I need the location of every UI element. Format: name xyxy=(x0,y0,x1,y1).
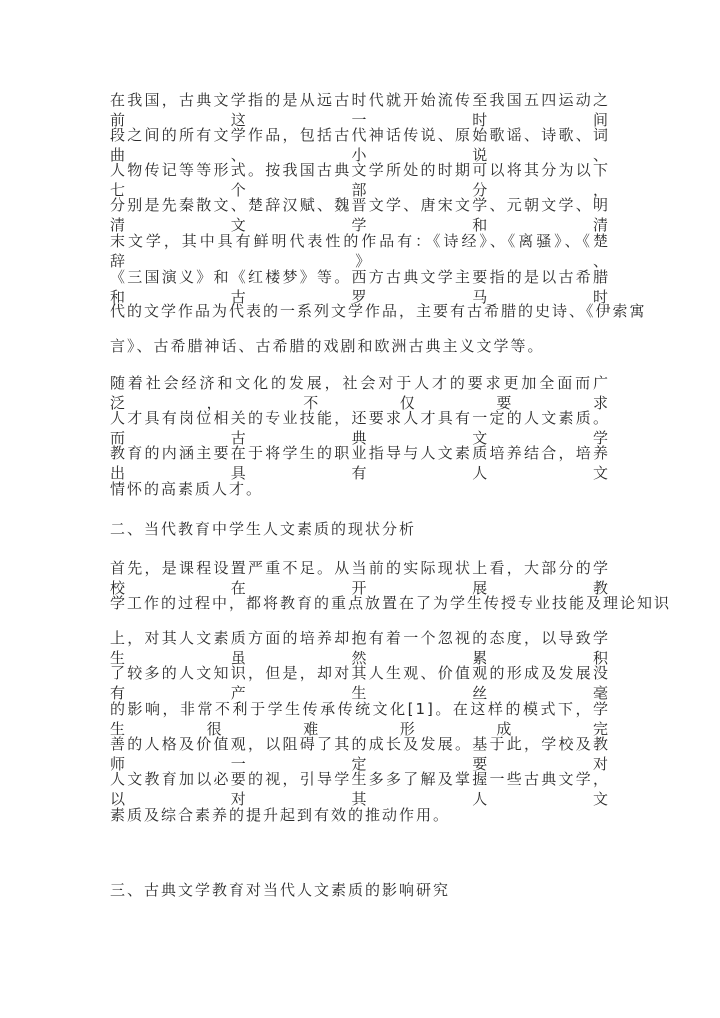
text-line: 人物传记等等形式。按我国古典文学所处的时期可以将其分为以下七个部分， xyxy=(110,161,610,199)
text-line: 段之间的所有文学作品，包括古代神话传说、原始歌谣、诗歌、词曲、小说、 xyxy=(110,126,610,164)
text-line: 学工作的过程中，都将教育的重点放置在了为学生传授专业技能及理论知识 xyxy=(110,594,672,612)
text-line: 在我国，古典文学指的是从远古时代就开始流传至我国五四运动之前这一时间 xyxy=(110,91,610,129)
text-line: 素质及综合素养的提升起到有效的推动作用。 xyxy=(110,806,451,824)
text-line: 人才具有岗位相关的专业技能，还要求人才具有一定的人文素质。而古典文学 xyxy=(110,409,610,447)
text-line: 人文教育加以必要的视，引导学生多多了解及掌握一些古典文学，以对其人文 xyxy=(110,770,610,808)
text-line: 代的文学作品为代表的一系列文学作品，主要有古希腊的史诗、《伊索寓 xyxy=(110,302,647,320)
text-line: 末文学，其中具有鲜明代表性的作品有：《诗经》、《离骚》、《楚辞》、 xyxy=(110,232,610,270)
section-heading-2: 二、当代教育中学生人文素质的现状分析 xyxy=(110,520,417,538)
text-line: 《三国演义》和《红楼梦》等。西方古典文学主要指的是以古希腊和古罗马时 xyxy=(110,268,610,306)
text-line: 情怀的高素质人才。 xyxy=(110,480,264,498)
text-line: 善的人格及价值观，以阻碍了其的成长及发展。基于此，学校及教师一定要对 xyxy=(110,735,610,773)
text-line: 言》、古希腊神话、古希腊的戏剧和欧洲古典主义文学等。 xyxy=(110,337,545,355)
text-line: 了较多的人文知识，但是，却对其人生观、价值观的形成及发展没有产生丝毫 xyxy=(110,664,610,702)
text-line: 的影响，非常不利于学生传承传统文化[1]。在这样的模式下，学生很难形成完 xyxy=(110,700,610,738)
text-line: 随着社会经济和文化的发展，社会对于人才的要求更加全面而广泛，不仅要求 xyxy=(110,374,610,412)
text-line: 分别是先秦散文、楚辞汉赋、魏晋文学、唐宋文学、元朝文学、明清文学和清 xyxy=(110,196,610,234)
section-heading-3: 三、古典文学教育对当代人文素质的影响研究 xyxy=(110,881,451,899)
text-line: 上，对其人文素质方面的培养却抱有着一个忽视的态度，以导致学生虽然累积 xyxy=(110,629,610,667)
text-line: 首先，是课程设置严重不足。从当前的实际现状上看，大部分的学校在开展教 xyxy=(110,559,610,597)
text-line: 教育的内涵主要在于将学生的职业指导与人文素质培养结合，培养出具有人文 xyxy=(110,444,610,482)
